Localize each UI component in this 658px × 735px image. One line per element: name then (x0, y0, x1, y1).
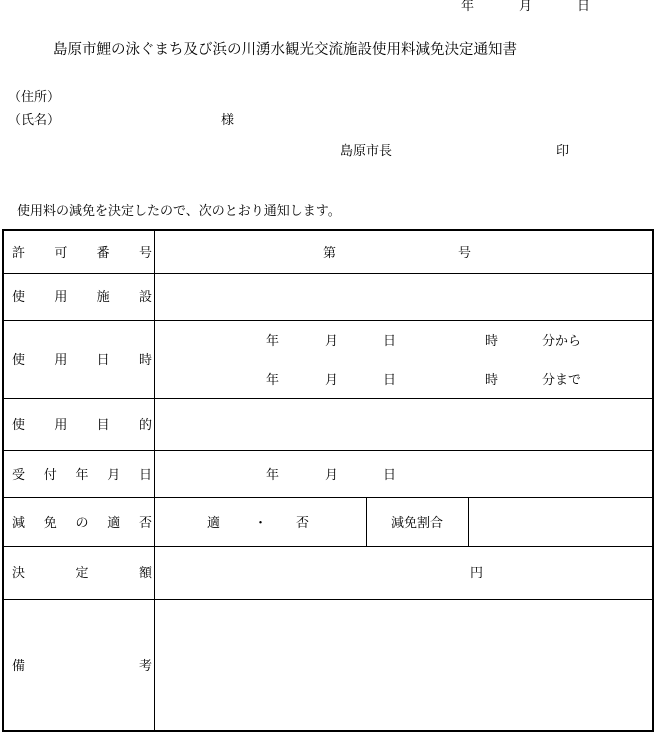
eligibility-label-char: 適 (107, 516, 121, 531)
address-label: （住所） (8, 90, 61, 105)
remarks-label-char: 備 (12, 659, 26, 674)
eligibility-no: 否 (296, 516, 310, 531)
header-date-month: 月 (519, 0, 533, 14)
received-year: 年 (266, 468, 280, 483)
received-day: 日 (383, 468, 397, 483)
row-divider (4, 398, 652, 399)
facility-label-char: 使 (12, 290, 26, 305)
received-date-label-char: 付 (43, 468, 57, 483)
facility-label-char: 施 (96, 290, 110, 305)
purpose-label-char: 的 (138, 418, 152, 433)
eligibility-label-char: 否 (138, 516, 152, 531)
purpose-label-char: 用 (54, 418, 68, 433)
received-date-label-char: 受 (12, 468, 26, 483)
end-minute-to: 分まで (542, 373, 582, 388)
label-divider (154, 231, 155, 730)
received-date-label-char: 年 (75, 468, 89, 483)
received-month: 月 (325, 468, 339, 483)
eligibility-label-char: の (75, 516, 89, 531)
start-month: 月 (325, 334, 339, 349)
document-title: 島原市鯉の泳ぐまち及び浜の川湧水観光交流施設使用料減免決定通知書 (53, 42, 517, 58)
permit-number-label-char: 番 (96, 246, 110, 261)
facility-label-char: 用 (54, 290, 68, 305)
eligibility-divider (366, 497, 367, 546)
remarks-label (12, 660, 152, 673)
received-date-label (12, 469, 152, 482)
purpose-label (12, 419, 152, 432)
row-divider (4, 546, 652, 547)
permit-number-label-char: 可 (54, 246, 68, 261)
intro-text: 使用料の減免を決定したので、次のとおり通知します。 (17, 204, 341, 219)
datetime-label-char: 用 (54, 353, 68, 368)
eligibility-separator: ・ (254, 516, 268, 531)
datetime-label-char: 日 (96, 353, 110, 368)
issuer-name: 島原市長 (340, 144, 393, 159)
datetime-label-char: 時 (138, 353, 152, 368)
amount-label (12, 567, 152, 580)
amount-label-char: 定 (75, 566, 89, 581)
facility-label-char: 設 (138, 290, 152, 305)
permit-number-suffix: 号 (458, 246, 472, 261)
purpose-label-char: 使 (12, 418, 26, 433)
purpose-label-char: 目 (96, 418, 110, 433)
row-divider (4, 497, 652, 498)
permit-number-label (12, 247, 152, 260)
received-date-label-char: 日 (138, 468, 152, 483)
name-label: （氏名） (8, 113, 61, 128)
amount-unit: 円 (470, 566, 484, 581)
datetime-label-char: 使 (12, 353, 26, 368)
reduction-rate-label: 減免割合 (391, 516, 444, 531)
remarks-label-char: 考 (138, 659, 152, 674)
end-hour: 時 (485, 373, 499, 388)
end-day: 日 (383, 373, 397, 388)
end-year: 年 (266, 373, 280, 388)
permit-number-label-char: 号 (138, 246, 152, 261)
end-month: 月 (325, 373, 339, 388)
decision-table (2, 229, 654, 732)
header-date-year: 年 (461, 0, 475, 14)
start-year: 年 (266, 334, 280, 349)
eligibility-yes: 適 (207, 516, 221, 531)
row-divider (4, 450, 652, 451)
permit-number-prefix: 第 (323, 246, 337, 261)
amount-label-char: 額 (138, 566, 152, 581)
start-hour: 時 (485, 334, 499, 349)
row-divider (4, 273, 652, 274)
eligibility-divider (468, 497, 469, 546)
amount-label-char: 決 (12, 566, 26, 581)
eligibility-label (12, 517, 152, 530)
row-divider (4, 599, 652, 600)
permit-number-label-char: 許 (12, 246, 26, 261)
eligibility-label-char: 免 (43, 516, 57, 531)
honorific: 様 (221, 113, 235, 128)
seal-mark: 印 (556, 144, 570, 159)
facility-label (12, 291, 152, 304)
row-divider (4, 320, 652, 321)
start-day: 日 (383, 334, 397, 349)
eligibility-label-char: 減 (12, 516, 26, 531)
header-date-day: 日 (577, 0, 591, 14)
received-date-label-char: 月 (107, 468, 121, 483)
start-minute-from: 分から (542, 334, 582, 349)
datetime-label (12, 354, 152, 367)
